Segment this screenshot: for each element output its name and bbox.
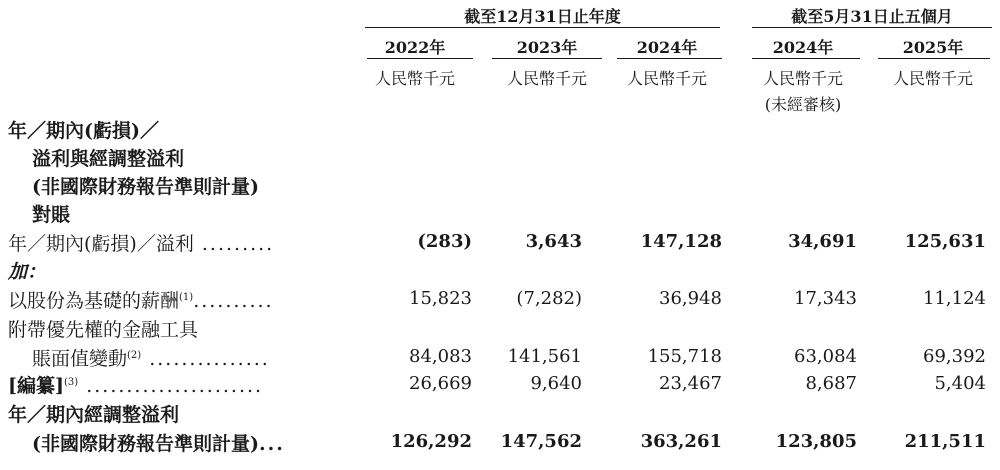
footnote-ref: (3) — [63, 377, 79, 388]
cell-profit-2025-5m: 125,631 — [904, 231, 986, 252]
row-label-financial-instruments: 附帶優先權的金融工具 — [8, 319, 199, 341]
cell-carrying-2022: 84,083 — [409, 346, 472, 367]
row-label-non-ifrs — [32, 429, 285, 456]
leader-dots: ......... — [193, 233, 275, 255]
year-rule-2025-5m — [878, 58, 990, 59]
leader-dots: ............... — [141, 348, 270, 370]
cell-adjusted-2024-5m: 123,805 — [775, 431, 857, 452]
unaudited-note: (未經審核) — [764, 95, 842, 114]
row-label-text: 賬面值變動 — [32, 348, 128, 370]
unit-label-2023: 人民幣千元 — [506, 69, 587, 88]
row-label-text: [編纂] — [8, 375, 64, 397]
year-rule-2024 — [617, 58, 722, 59]
cell-sbc-2022: 15,823 — [409, 288, 472, 309]
unit-label-2025-5m: 人民幣千元 — [892, 69, 973, 88]
leader-dots: .......... — [193, 290, 274, 312]
cell-redacted-2024-5m: 8,687 — [805, 373, 857, 394]
row-label-text: 年／期內(虧損)／溢利 — [8, 233, 194, 255]
footnote-ref: (1) — [179, 292, 194, 303]
unit-label-2024-5m: 人民幣千元 — [762, 69, 843, 88]
row-label-add: 加： — [8, 261, 47, 283]
row-label-redacted — [8, 371, 263, 398]
cell-adjusted-2023: 147,562 — [500, 431, 582, 452]
unit-label-2022: 人民幣千元 — [374, 69, 455, 88]
cell-redacted-2025-5m: 5,404 — [934, 373, 986, 394]
cell-profit-2023: 3,643 — [525, 231, 582, 252]
group-header-rule-5m — [752, 27, 992, 28]
leader-dots: ... — [258, 433, 285, 455]
year-rule-2022 — [367, 58, 473, 59]
year-header-2024: 2024年 — [636, 38, 698, 57]
group-header-five-months: 截至5月31日止五個月 — [791, 7, 953, 26]
cell-profit-2024: 147,128 — [640, 231, 722, 252]
cell-adjusted-2022: 126,292 — [390, 431, 472, 452]
row-label-text: 以股份為基礎的薪酬 — [8, 290, 180, 312]
section-title-line-2: 溢利與經調整溢利 — [32, 148, 185, 170]
year-rule-2023 — [492, 58, 602, 59]
cell-sbc-2024-5m: 17,343 — [794, 288, 857, 309]
row-label-adjusted-profit: 年／期內經調整溢利 — [8, 404, 180, 426]
section-title-line-4: 對賬 — [32, 204, 71, 226]
unit-label-2024: 人民幣千元 — [626, 69, 707, 88]
cell-carrying-2023: 141,561 — [507, 346, 582, 367]
section-title-line-3: (非國際財務報告準則計量) — [32, 176, 259, 198]
cell-profit-2024-5m: 34,691 — [788, 231, 857, 252]
row-label-carrying-amount — [32, 344, 270, 371]
cell-redacted-2022: 26,669 — [409, 373, 472, 394]
row-label-profit-loss — [8, 229, 274, 256]
footnote-ref: (2) — [127, 350, 142, 361]
group-header-rule-fy — [365, 27, 720, 28]
cell-profit-2022: (283) — [417, 231, 472, 252]
leader-dots: ...................... — [78, 375, 264, 397]
cell-sbc-2025-5m: 11,124 — [923, 288, 986, 309]
year-header-2022: 2022年 — [384, 38, 446, 57]
cell-adjusted-2024: 363,261 — [640, 431, 722, 452]
cell-redacted-2024: 23,467 — [659, 373, 722, 394]
year-rule-2024-5m — [752, 58, 860, 59]
year-header-2024-5m: 2024年 — [772, 38, 834, 57]
year-header-2023: 2023年 — [516, 38, 578, 57]
cell-sbc-2023: (7,282) — [516, 288, 582, 309]
row-label-text: (非國際財務報告準則計量) — [32, 433, 259, 455]
cell-carrying-2024-5m: 63,084 — [794, 346, 857, 367]
cell-carrying-2025-5m: 69,392 — [923, 346, 986, 367]
row-label-share-based-comp — [8, 286, 274, 313]
section-title-line-1: 年／期內(虧損)／ — [8, 120, 159, 142]
cell-redacted-2023: 9,640 — [530, 373, 582, 394]
year-header-2025-5m: 2025年 — [902, 38, 964, 57]
cell-sbc-2024: 36,948 — [659, 288, 722, 309]
group-header-fiscal-year: 截至12月31日止年度 — [464, 7, 621, 26]
cell-carrying-2024: 155,718 — [647, 346, 722, 367]
cell-adjusted-2025-5m: 211,511 — [904, 431, 986, 452]
